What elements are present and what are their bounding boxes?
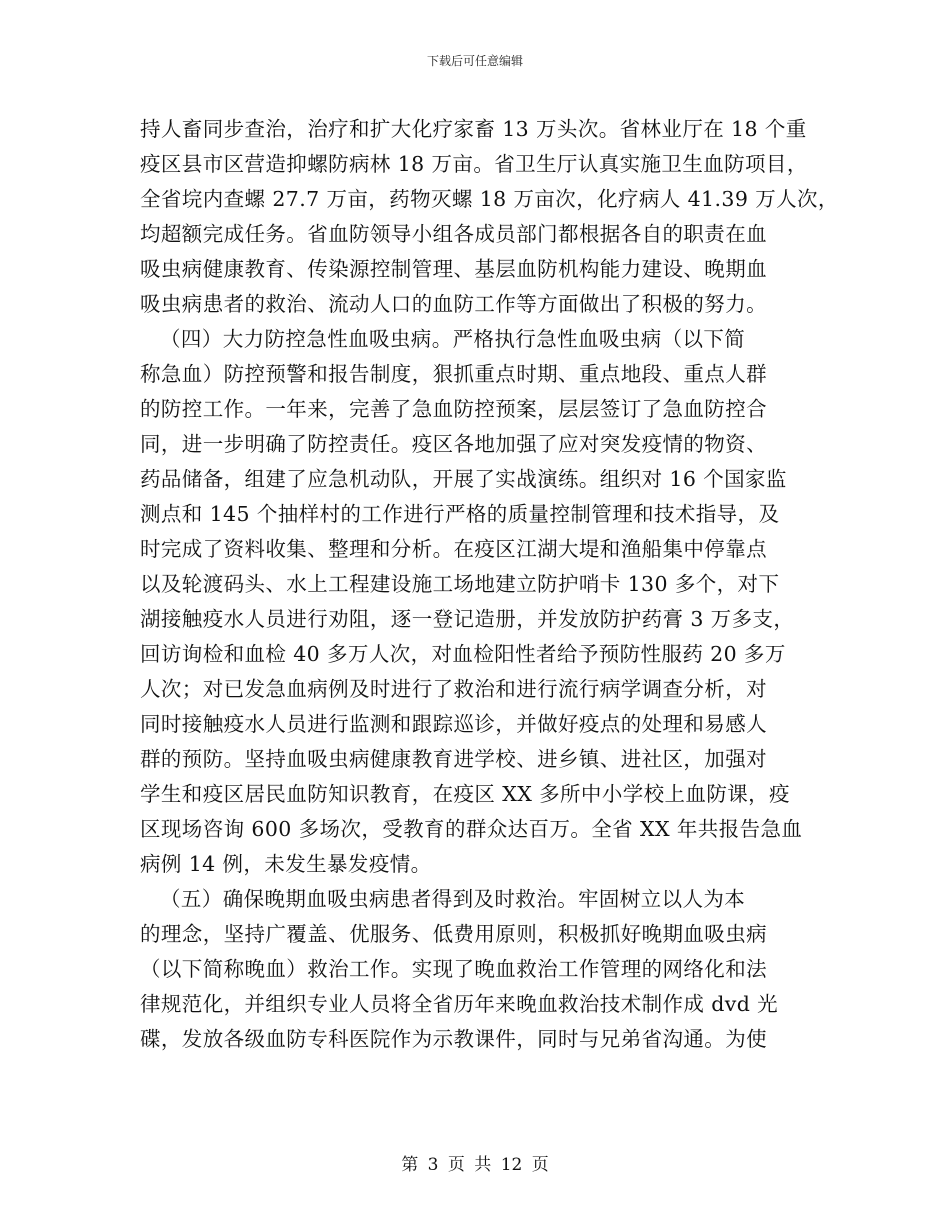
text-line: 病例 14 例，未发生暴发疫情。: [140, 852, 432, 876]
text-line: 疫区县市区营造抑螺防病林 18 万亩。省卫生厅认真实施卫生血防项目，: [140, 152, 808, 176]
page-header: 下载后可任意编辑: [426, 54, 523, 68]
page-footer: 第 3 页 共 12 页: [401, 1155, 549, 1175]
text-line: 吸虫病健康教育、传染源控制管理、基层血防机构能力建设、晚期血: [140, 257, 767, 281]
text-line: 全省垸内查螺 27.7 万亩，药物灭螺 18 万亩次，化疗病人 41.39 万人次，: [140, 187, 839, 211]
text-line: 回访询检和血检 40 多万人次，对血检阳性者给予预防性服药 20 多万: [140, 642, 786, 666]
text-line: 碟，发放各级血防专科医院作为示教课件，同时与兄弟省沟通。为使: [140, 1027, 767, 1051]
text-line: 吸虫病患者的救治、流动人口的血防工作等方面做出了积极的努力。: [140, 292, 767, 316]
text-line: 群的预防。坚持血吸虫病健康教育进学校、进乡镇、进社区，加强对: [140, 747, 767, 771]
text-line: 均超额完成任务。省血防领导小组各成员部门都根据各自的职责在血: [140, 222, 767, 246]
text-line: 时完成了资料收集、整理和分析。在疫区江湖大堤和渔船集中停靠点: [140, 537, 767, 561]
text-line: 药品储备，组建了应急机动队，开展了实战演练。组织对 16 个国家监: [140, 467, 787, 491]
text-line: 称急血）防控预警和报告制度，狠抓重点时期、重点地段、重点人群: [140, 362, 767, 386]
text-line: 同时接触疫水人员进行监测和跟踪巡诊，并做好疫点的处理和易感人: [140, 712, 767, 736]
section-heading-line: （四）大力防控急性血吸虫病。严格执行急性血吸虫病（以下简: [160, 327, 746, 351]
text-line: 区现场咨询 600 多场次，受教育的群众达百万。全省 XX 年共报告急血: [140, 817, 803, 841]
text-line: 测点和 145 个抽样村的工作进行严格的质量控制管理和技术指导，及: [140, 502, 780, 526]
text-line: 湖接触疫水人员进行劝阻，逐一登记造册，并发放防护药膏 3 万多支，: [140, 607, 795, 631]
text-line: 以及轮渡码头、水上工程建设施工场地建立防护哨卡 130 多个，对下: [140, 572, 780, 596]
text-line: 学生和疫区居民血防知识教育，在疫区 XX 多所中小学校上血防课，疫: [140, 782, 790, 806]
text-line: 的防控工作。一年来，完善了急血防控预案，层层签订了急血防控合: [140, 397, 767, 421]
section-heading-line: （五）确保晚期血吸虫病患者得到及时救治。牢固树立以人为本: [160, 887, 746, 911]
text-line: （以下简称晚血）救治工作。实现了晚血救治工作管理的网络化和法: [140, 957, 767, 981]
text-line: 同，进一步明确了防控责任。疫区各地加强了应对突发疫情的物资、: [140, 432, 767, 456]
text-line: 的理念，坚持广覆盖、优服务、低费用原则，积极抓好晚期血吸虫病: [140, 922, 767, 946]
text-line: 律规范化，并组织专业人员将全省历年来晚血救治技术制作成 dvd 光: [140, 992, 779, 1016]
text-line: 持人畜同步查治，治疗和扩大化疗家畜 13 万头次。省林业厅在 18 个重: [140, 117, 807, 141]
text-line: 人次；对已发急血病例及时进行了救治和进行流行病学调查分析，对: [140, 677, 767, 701]
